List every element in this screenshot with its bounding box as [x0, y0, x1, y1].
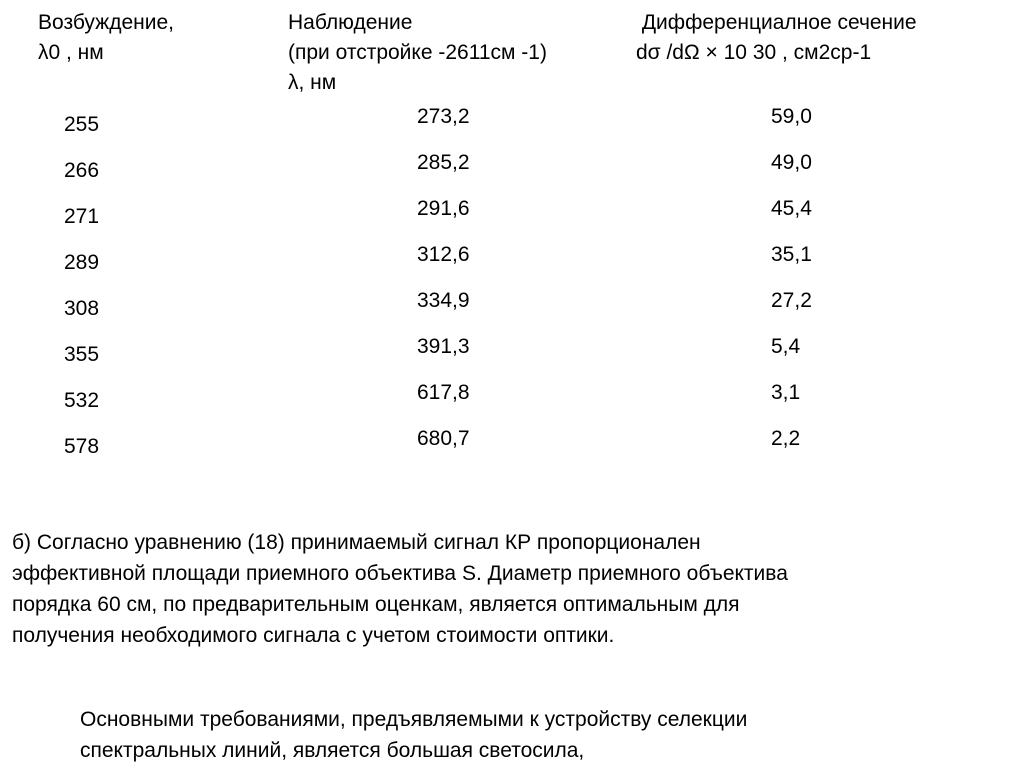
cell-excitation: 289 — [64, 251, 100, 274]
header-excitation-line-2: λ0 , нм — [38, 41, 104, 64]
header-observation-line-3: λ, нм — [288, 71, 337, 94]
header-observation-line-2: (при отстройке -2611см -1) — [288, 41, 547, 64]
cell-excitation: 266 — [64, 159, 100, 182]
cell-excitation: 578 — [64, 435, 100, 458]
cell-observation: 285,2 — [417, 151, 470, 174]
cell-excitation: 308 — [64, 297, 100, 320]
header-cross-section — [636, 8, 917, 68]
header-observation — [288, 8, 547, 98]
header-cross-section-line-2: dσ /dΩ × 10 30 , см2ср-1 — [636, 41, 872, 64]
cell-observation: 273,2 — [417, 105, 470, 128]
cell-observation: 617,8 — [417, 381, 470, 404]
paragraph-requirements — [80, 704, 1010, 766]
cell-cross-section: 59,0 — [771, 105, 812, 128]
paragraph-b-line: б) Согласно уравнению (18) принимаемый сигнал КР пропорционален — [12, 531, 701, 554]
header-excitation — [38, 8, 174, 68]
paragraph-requirements-line: Основными требованиями, предъявляемыми к устройству селекции — [80, 708, 748, 731]
paragraph-b — [12, 527, 1012, 651]
cell-cross-section: 35,1 — [771, 243, 812, 266]
cell-observation: 334,9 — [417, 289, 470, 312]
cell-excitation: 271 — [64, 205, 100, 228]
cell-observation: 391,3 — [417, 335, 470, 358]
cell-cross-section: 49,0 — [771, 151, 812, 174]
cell-excitation: 255 — [64, 113, 100, 136]
paragraph-b-line: получения необходимого сигнала с учетом стоимости оптики. — [12, 624, 615, 647]
paragraph-b-line: порядка 60 см, по предварительным оценкам, является оптимальным для — [12, 593, 740, 616]
cell-observation: 312,6 — [417, 243, 470, 266]
cell-cross-section: 45,4 — [771, 197, 812, 220]
cell-cross-section: 2,2 — [771, 427, 801, 450]
paragraph-b-line: эффективной площади приемного объектива S. Диаметр приемного объектива — [12, 562, 788, 585]
cell-excitation: 355 — [64, 343, 100, 366]
header-observation-line-1: Наблюдение — [288, 11, 413, 34]
paragraph-requirements-line: спектральных линий, является большая светосила, — [80, 739, 585, 762]
cell-excitation: 532 — [64, 389, 100, 412]
cell-cross-section: 3,1 — [771, 381, 801, 404]
cell-observation: 680,7 — [417, 427, 470, 450]
header-cross-section-line-1: Дифференциалное сечение — [636, 11, 917, 34]
cell-cross-section: 5,4 — [771, 335, 801, 358]
cell-cross-section: 27,2 — [771, 289, 812, 312]
cell-observation: 291,6 — [417, 197, 470, 220]
header-excitation-line-1: Возбуждение, — [38, 11, 174, 34]
